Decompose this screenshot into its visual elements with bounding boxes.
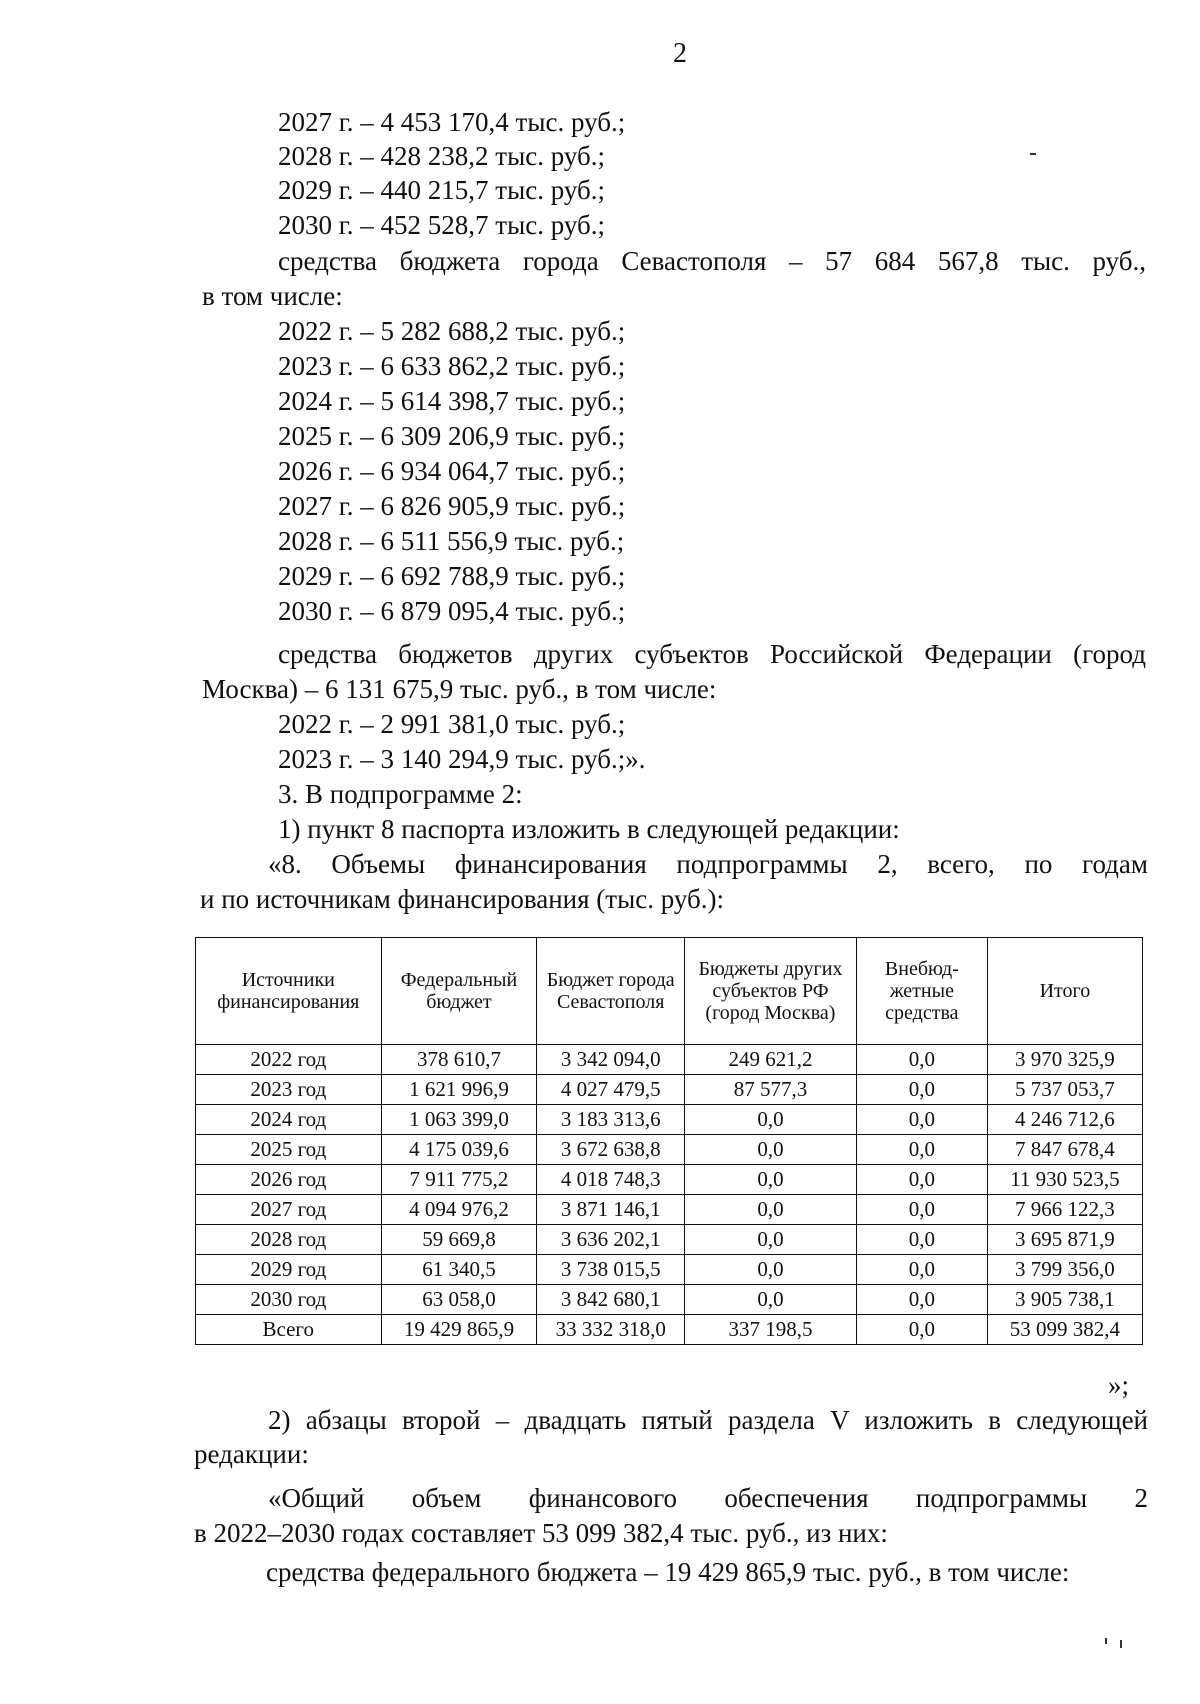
table-cell: 378 610,7	[381, 1045, 537, 1075]
table-cell: 0,0	[685, 1225, 857, 1255]
table-cell: 0,0	[856, 1255, 987, 1285]
table-cell: Всего	[196, 1315, 382, 1345]
text-line: 2027 г. – 4 453 170,4 тыс. руб.;	[278, 107, 626, 137]
table-cell: 4 094 976,2	[381, 1195, 537, 1225]
table-cell: 2022 год	[196, 1045, 382, 1075]
table-cell: 4 018 748,3	[537, 1165, 685, 1195]
text-line: средства бюджетов других субъектов Российской Федерации (город	[278, 639, 1146, 669]
text-line: 2024 г. – 5 614 398,7 тыс. руб.;	[278, 386, 626, 416]
text-line: «8. Объемы финансирования подпрограммы 2, всего, по годам	[268, 849, 1148, 879]
table-header-cell: Внебюд-жетные средства	[856, 938, 987, 1045]
table-cell: 337 198,5	[685, 1315, 857, 1345]
text-line: 2026 г. – 6 934 064,7 тыс. руб.;	[278, 456, 626, 486]
table-cell: 63 058,0	[381, 1285, 537, 1315]
table-cell: 249 621,2	[685, 1045, 857, 1075]
scan-speck	[1030, 153, 1036, 155]
table-cell: 2030 год	[196, 1285, 382, 1315]
text-line: в том числе:	[202, 281, 343, 311]
text-line: 2029 г. – 6 692 788,9 тыс. руб.;	[278, 561, 626, 591]
table-cell: 2025 год	[196, 1135, 382, 1165]
text-line: 2030 г. – 6 879 095,4 тыс. руб.;	[278, 596, 626, 626]
text-line: «Общий объем финансового обеспечения подпрограммы 2	[268, 1483, 1148, 1513]
table-cell: 3 695 871,9	[987, 1225, 1142, 1255]
table-cell: 0,0	[685, 1255, 857, 1285]
table-cell: 0,0	[856, 1285, 987, 1315]
table-cell: 19 429 865,9	[381, 1315, 537, 1345]
table-cell: 0,0	[856, 1045, 987, 1075]
table-row	[196, 1225, 1143, 1255]
table-cell: 0,0	[856, 1315, 987, 1345]
text-line: 2022 г. – 2 991 381,0 тыс. руб.;	[278, 709, 626, 739]
table-cell: 0,0	[685, 1165, 857, 1195]
text-line: средства бюджета города Севастополя – 57 684 567,8 тыс. руб.,	[278, 246, 1146, 276]
table-row	[196, 1255, 1143, 1285]
table-cell: 2029 год	[196, 1255, 382, 1285]
table-row	[196, 1075, 1143, 1105]
table-cell: 4 246 712,6	[987, 1105, 1142, 1135]
table-cell: 2023 год	[196, 1075, 382, 1105]
table-header-cell: Источники финансирования	[196, 938, 382, 1045]
table-row	[196, 1135, 1143, 1165]
text-line: средства федерального бюджета – 19 429 865,9 тыс. руб., в том числе:	[266, 1557, 1070, 1587]
text-line: в 2022–2030 годах составляет 53 099 382,4 тыс. руб., из них:	[194, 1518, 888, 1548]
table-cell: 3 636 202,1	[537, 1225, 685, 1255]
table-cell: 87 577,3	[685, 1075, 857, 1105]
table-cell: 0,0	[685, 1285, 857, 1315]
text-line: 2029 г. – 440 215,7 тыс. руб.;	[278, 175, 605, 205]
table-cell: 7 966 122,3	[987, 1195, 1142, 1225]
table-cell: 3 799 356,0	[987, 1255, 1142, 1285]
table-cell: 3 905 738,1	[987, 1285, 1142, 1315]
table-cell: 3 672 638,8	[537, 1135, 685, 1165]
table-cell: 2027 год	[196, 1195, 382, 1225]
table-cell: 0,0	[856, 1075, 987, 1105]
table-cell: 3 871 146,1	[537, 1195, 685, 1225]
table-row	[196, 1165, 1143, 1195]
table-cell: 3 738 015,5	[537, 1255, 685, 1285]
text-line: 2022 г. – 5 282 688,2 тыс. руб.;	[278, 316, 626, 346]
table-cell: 0,0	[856, 1195, 987, 1225]
table-cell: 4 175 039,6	[381, 1135, 537, 1165]
text-line: 1) пункт 8 паспорта изложить в следующей редакции:	[278, 814, 900, 844]
table-header-cell: Бюджеты других субъектов РФ (город Москва)	[685, 938, 857, 1045]
table-header-cell: Федеральный бюджет	[381, 938, 537, 1045]
table-cell: 3 342 094,0	[537, 1045, 685, 1075]
table-cell: 59 669,8	[381, 1225, 537, 1255]
text-line: 2) абзацы второй – двадцать пятый раздела V изложить в следующей	[268, 1405, 1148, 1435]
table-cell: 2024 год	[196, 1105, 382, 1135]
text-line: 2025 г. – 6 309 206,9 тыс. руб.;	[278, 421, 626, 451]
table-header-cell: Итого	[987, 938, 1142, 1045]
table-cell: 33 332 318,0	[537, 1315, 685, 1345]
table-cell: 7 847 678,4	[987, 1135, 1142, 1165]
text-line: редакции:	[194, 1439, 309, 1469]
financing-table	[195, 937, 1143, 1345]
table-cell: 1 063 399,0	[381, 1105, 537, 1135]
table-cell: 0,0	[856, 1165, 987, 1195]
text-line: 2030 г. – 452 528,7 тыс. руб.;	[278, 210, 605, 240]
table-cell: 3 842 680,1	[537, 1285, 685, 1315]
closing-quote: »;	[1108, 1370, 1130, 1400]
table-cell: 0,0	[685, 1135, 857, 1165]
text-line: 2028 г. – 6 511 556,9 тыс. руб.;	[278, 526, 625, 556]
scan-speck	[1105, 1638, 1107, 1644]
table-cell: 2026 год	[196, 1165, 382, 1195]
text-line: и по источникам финансирования (тыс. руб.):	[200, 884, 724, 914]
table-header-cell: Бюджет города Севастополя	[537, 938, 685, 1045]
table-total-row	[196, 1315, 1143, 1345]
scan-speck	[1120, 1640, 1122, 1648]
table-row	[196, 1285, 1143, 1315]
table-header-row	[196, 938, 1143, 1045]
text-line: 2028 г. – 428 238,2 тыс. руб.;	[278, 141, 605, 171]
table-cell: 5 737 053,7	[987, 1075, 1142, 1105]
table-cell: 0,0	[685, 1105, 857, 1135]
table-cell: 53 099 382,4	[987, 1315, 1142, 1345]
table-cell: 4 027 479,5	[537, 1075, 685, 1105]
text-line: 2023 г. – 6 633 862,2 тыс. руб.;	[278, 351, 626, 381]
table-cell: 0,0	[856, 1135, 987, 1165]
table-row	[196, 1105, 1143, 1135]
table-row	[196, 1195, 1143, 1225]
text-line: 2023 г. – 3 140 294,9 тыс. руб.;».	[278, 744, 646, 774]
table-cell: 0,0	[856, 1225, 987, 1255]
table-cell: 2028 год	[196, 1225, 382, 1255]
table-cell: 61 340,5	[381, 1255, 537, 1285]
text-line: 2027 г. – 6 826 905,9 тыс. руб.;	[278, 491, 626, 521]
table-row	[196, 1045, 1143, 1075]
table-cell: 1 621 996,9	[381, 1075, 537, 1105]
text-line: 3. В подпрограмме 2:	[278, 779, 523, 809]
table-cell: 3 183 313,6	[537, 1105, 685, 1135]
table-cell: 3 970 325,9	[987, 1045, 1142, 1075]
table-cell: 7 911 775,2	[381, 1165, 537, 1195]
page-number: 2	[673, 38, 687, 69]
text-line: Москва) – 6 131 675,9 тыс. руб., в том числе:	[202, 674, 717, 704]
table-cell: 0,0	[685, 1195, 857, 1225]
table-cell: 0,0	[856, 1105, 987, 1135]
table-cell: 11 930 523,5	[987, 1165, 1142, 1195]
